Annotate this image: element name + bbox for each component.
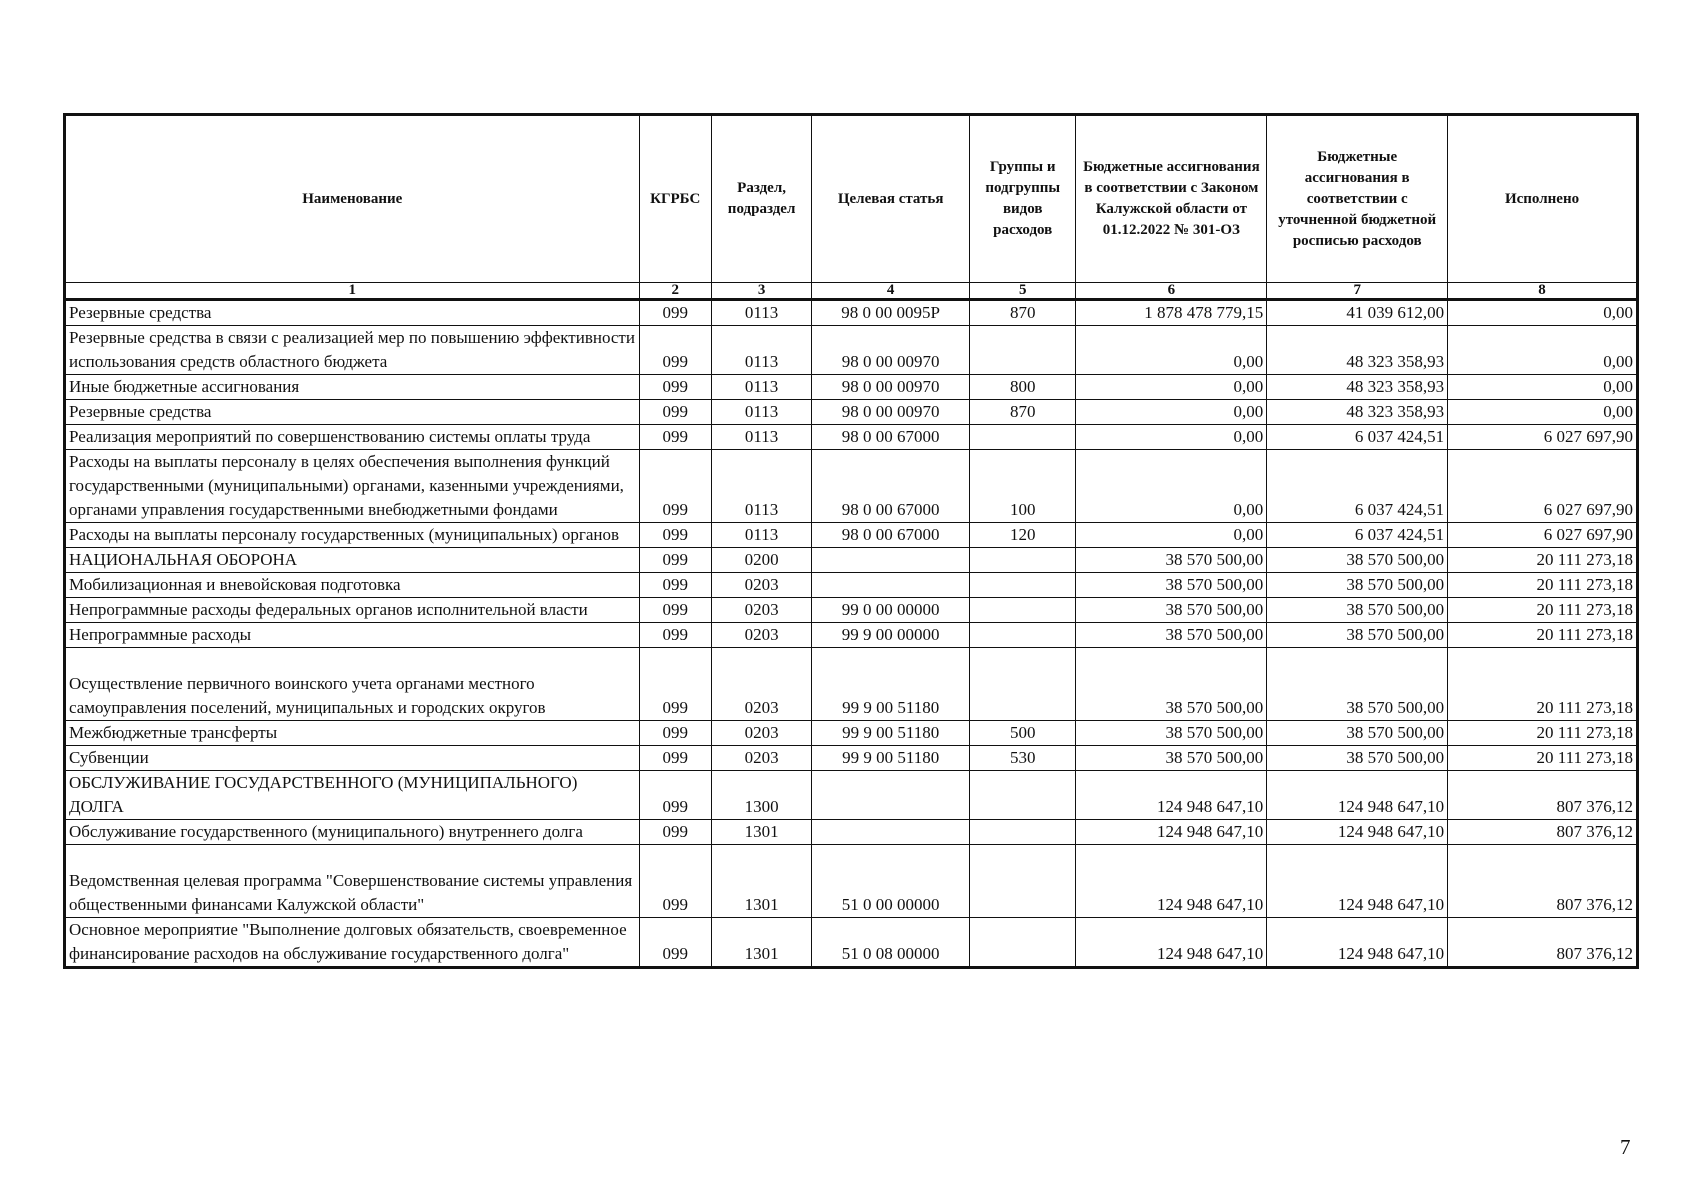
row-refined-amount: 38 570 500,00 <box>1267 746 1448 771</box>
row-kgrbs: 099 <box>639 648 711 721</box>
row-law-amount: 0,00 <box>1076 375 1267 400</box>
column-number: 3 <box>711 283 811 300</box>
row-executed-amount: 807 376,12 <box>1448 771 1638 820</box>
row-refined-amount: 6 037 424,51 <box>1267 450 1448 523</box>
table-row <box>65 548 1638 573</box>
row-section: 0203 <box>711 746 811 771</box>
table-row <box>65 450 1638 523</box>
row-law-amount: 38 570 500,00 <box>1076 648 1267 721</box>
row-law-amount: 124 948 647,10 <box>1076 845 1267 918</box>
row-kgrbs: 099 <box>639 400 711 425</box>
column-number-row <box>65 283 1638 300</box>
header-expense-group: Группы и подгруппы видов расходов <box>969 115 1075 283</box>
page-number: 7 <box>1620 1135 1631 1159</box>
row-target-article: 98 0 00 67000 <box>812 523 970 548</box>
row-section: 0113 <box>711 400 811 425</box>
row-name: Осуществление первичного воинского учета органами местного самоуправления поселений, муниципальных и городских округов <box>65 648 640 721</box>
row-name: Резервные средства <box>65 400 640 425</box>
table-row <box>65 648 1638 721</box>
row-law-amount: 38 570 500,00 <box>1076 623 1267 648</box>
header-executed: Исполнено <box>1448 115 1638 283</box>
row-expense-group: 100 <box>969 450 1075 523</box>
row-expense-group <box>969 326 1075 375</box>
row-kgrbs: 099 <box>639 598 711 623</box>
row-law-amount: 38 570 500,00 <box>1076 746 1267 771</box>
row-expense-group <box>969 548 1075 573</box>
row-law-amount: 0,00 <box>1076 400 1267 425</box>
row-refined-amount: 38 570 500,00 <box>1267 548 1448 573</box>
row-kgrbs: 099 <box>639 548 711 573</box>
row-law-amount: 1 878 478 779,15 <box>1076 300 1267 326</box>
row-law-amount: 38 570 500,00 <box>1076 598 1267 623</box>
row-section: 1301 <box>711 820 811 845</box>
row-section: 0203 <box>711 573 811 598</box>
row-law-amount: 124 948 647,10 <box>1076 771 1267 820</box>
row-name: НАЦИОНАЛЬНАЯ ОБОРОНА <box>65 548 640 573</box>
row-executed-amount: 20 111 273,18 <box>1448 721 1638 746</box>
column-number: 6 <box>1076 283 1267 300</box>
row-target-article: 99 0 00 00000 <box>812 598 970 623</box>
row-kgrbs: 099 <box>639 918 711 968</box>
row-expense-group <box>969 918 1075 968</box>
row-target-article: 51 0 00 00000 <box>812 845 970 918</box>
row-expense-group: 530 <box>969 746 1075 771</box>
row-name: ОБСЛУЖИВАНИЕ ГОСУДАРСТВЕННОГО (МУНИЦИПАЛЬНОГО) ДОЛГА <box>65 771 640 820</box>
row-name: Иные бюджетные ассигнования <box>65 375 640 400</box>
row-name: Межбюджетные трансферты <box>65 721 640 746</box>
row-name: Мобилизационная и вневойсковая подготовка <box>65 573 640 598</box>
row-kgrbs: 099 <box>639 721 711 746</box>
row-refined-amount: 124 948 647,10 <box>1267 820 1448 845</box>
header-target-article: Целевая статья <box>812 115 970 283</box>
row-executed-amount: 20 111 273,18 <box>1448 623 1638 648</box>
row-refined-amount: 38 570 500,00 <box>1267 573 1448 598</box>
row-law-amount: 0,00 <box>1076 326 1267 375</box>
row-section: 0113 <box>711 326 811 375</box>
row-name: Основное мероприятие "Выполнение долговых обязательств, своевременное финансирование расходов на обслуживание государственного долга" <box>65 918 640 968</box>
row-executed-amount: 20 111 273,18 <box>1448 548 1638 573</box>
row-section: 0113 <box>711 375 811 400</box>
row-expense-group <box>969 648 1075 721</box>
row-target-article: 99 9 00 51180 <box>812 648 970 721</box>
row-section: 0200 <box>711 548 811 573</box>
row-executed-amount: 807 376,12 <box>1448 820 1638 845</box>
table-row <box>65 300 1638 326</box>
table-row <box>65 721 1638 746</box>
row-law-amount: 0,00 <box>1076 425 1267 450</box>
row-law-amount: 0,00 <box>1076 523 1267 548</box>
row-kgrbs: 099 <box>639 523 711 548</box>
column-number: 4 <box>812 283 970 300</box>
header-name: Наименование <box>65 115 640 283</box>
row-expense-group <box>969 820 1075 845</box>
column-number: 1 <box>65 283 640 300</box>
header-section: Раздел, подраздел <box>711 115 811 283</box>
row-executed-amount: 0,00 <box>1448 326 1638 375</box>
row-section: 0203 <box>711 623 811 648</box>
row-law-amount: 38 570 500,00 <box>1076 573 1267 598</box>
row-name: Субвенции <box>65 746 640 771</box>
row-kgrbs: 099 <box>639 746 711 771</box>
row-section: 0113 <box>711 450 811 523</box>
row-section: 0203 <box>711 598 811 623</box>
row-name: Реализация мероприятий по совершенствованию системы оплаты труда <box>65 425 640 450</box>
column-number: 5 <box>969 283 1075 300</box>
row-kgrbs: 099 <box>639 300 711 326</box>
row-target-article: 98 0 00 00970 <box>812 326 970 375</box>
row-refined-amount: 124 948 647,10 <box>1267 918 1448 968</box>
row-section: 0113 <box>711 425 811 450</box>
row-law-amount: 124 948 647,10 <box>1076 820 1267 845</box>
row-refined-amount: 38 570 500,00 <box>1267 648 1448 721</box>
row-expense-group <box>969 598 1075 623</box>
row-target-article: 98 0 00 0095Р <box>812 300 970 326</box>
table-row <box>65 573 1638 598</box>
row-kgrbs: 099 <box>639 425 711 450</box>
row-name: Непрограммные расходы федеральных органов исполнительной власти <box>65 598 640 623</box>
row-executed-amount: 807 376,12 <box>1448 918 1638 968</box>
table-row <box>65 918 1638 968</box>
row-refined-amount: 48 323 358,93 <box>1267 400 1448 425</box>
row-kgrbs: 099 <box>639 845 711 918</box>
row-kgrbs: 099 <box>639 820 711 845</box>
row-kgrbs: 099 <box>639 326 711 375</box>
row-name: Резервные средства <box>65 300 640 326</box>
row-target-article <box>812 771 970 820</box>
row-executed-amount: 807 376,12 <box>1448 845 1638 918</box>
row-refined-amount: 124 948 647,10 <box>1267 771 1448 820</box>
row-executed-amount: 6 027 697,90 <box>1448 523 1638 548</box>
row-law-amount: 38 570 500,00 <box>1076 721 1267 746</box>
table-row <box>65 326 1638 375</box>
table-row <box>65 746 1638 771</box>
table-row <box>65 400 1638 425</box>
row-target-article <box>812 573 970 598</box>
row-executed-amount: 20 111 273,18 <box>1448 648 1638 721</box>
row-refined-amount: 48 323 358,93 <box>1267 375 1448 400</box>
row-expense-group: 120 <box>969 523 1075 548</box>
row-refined-amount: 38 570 500,00 <box>1267 598 1448 623</box>
row-target-article: 99 9 00 51180 <box>812 721 970 746</box>
row-name: Обслуживание государственного (муниципального) внутреннего долга <box>65 820 640 845</box>
row-executed-amount: 0,00 <box>1448 300 1638 326</box>
row-target-article <box>812 548 970 573</box>
table-row <box>65 820 1638 845</box>
table-row <box>65 425 1638 450</box>
row-refined-amount: 6 037 424,51 <box>1267 523 1448 548</box>
row-executed-amount: 20 111 273,18 <box>1448 573 1638 598</box>
header-law-allocations: Бюджетные ассигнования в соответствии с Законом Калужской области от 01.12.2022 № 301-ОЗ <box>1076 115 1267 283</box>
row-expense-group <box>969 573 1075 598</box>
row-kgrbs: 099 <box>639 375 711 400</box>
row-target-article <box>812 820 970 845</box>
header-kgrbs: КГРБС <box>639 115 711 283</box>
row-target-article: 98 0 00 67000 <box>812 425 970 450</box>
row-name: Ведомственная целевая программа "Совершенствование системы управления общественными финансами Калужской области" <box>65 845 640 918</box>
row-executed-amount: 20 111 273,18 <box>1448 746 1638 771</box>
row-kgrbs: 099 <box>639 771 711 820</box>
row-target-article: 99 9 00 00000 <box>812 623 970 648</box>
row-law-amount: 124 948 647,10 <box>1076 918 1267 968</box>
table-row <box>65 771 1638 820</box>
table-row <box>65 623 1638 648</box>
row-expense-group: 500 <box>969 721 1075 746</box>
row-section: 0203 <box>711 648 811 721</box>
row-law-amount: 0,00 <box>1076 450 1267 523</box>
row-target-article: 98 0 00 00970 <box>812 400 970 425</box>
row-section: 0113 <box>711 523 811 548</box>
row-refined-amount: 38 570 500,00 <box>1267 623 1448 648</box>
row-section: 1301 <box>711 845 811 918</box>
row-target-article: 51 0 08 00000 <box>812 918 970 968</box>
row-expense-group <box>969 623 1075 648</box>
row-expense-group: 870 <box>969 400 1075 425</box>
row-expense-group: 870 <box>969 300 1075 326</box>
row-target-article: 99 9 00 51180 <box>812 746 970 771</box>
header-refined-allocations: Бюджетные ассигнования в соответствии с уточненной бюджетной росписью расходов <box>1267 115 1448 283</box>
row-refined-amount: 38 570 500,00 <box>1267 721 1448 746</box>
row-section: 0113 <box>711 300 811 326</box>
row-expense-group <box>969 425 1075 450</box>
row-refined-amount: 124 948 647,10 <box>1267 845 1448 918</box>
column-number: 8 <box>1448 283 1638 300</box>
row-kgrbs: 099 <box>639 450 711 523</box>
row-refined-amount: 41 039 612,00 <box>1267 300 1448 326</box>
row-name: Непрограммные расходы <box>65 623 640 648</box>
row-name: Резервные средства в связи с реализацией мер по повышению эффективности использования средств областного бюджета <box>65 326 640 375</box>
row-expense-group <box>969 771 1075 820</box>
table-row <box>65 375 1638 400</box>
row-expense-group: 800 <box>969 375 1075 400</box>
row-refined-amount: 6 037 424,51 <box>1267 425 1448 450</box>
row-law-amount: 38 570 500,00 <box>1076 548 1267 573</box>
column-number: 7 <box>1267 283 1448 300</box>
table-row <box>65 523 1638 548</box>
table-row <box>65 845 1638 918</box>
row-target-article: 98 0 00 00970 <box>812 375 970 400</box>
row-kgrbs: 099 <box>639 573 711 598</box>
row-executed-amount: 20 111 273,18 <box>1448 598 1638 623</box>
column-number: 2 <box>639 283 711 300</box>
row-section: 1301 <box>711 918 811 968</box>
row-expense-group <box>969 845 1075 918</box>
row-executed-amount: 6 027 697,90 <box>1448 450 1638 523</box>
budget-table <box>63 113 1639 969</box>
table-row <box>65 598 1638 623</box>
row-executed-amount: 0,00 <box>1448 375 1638 400</box>
row-refined-amount: 48 323 358,93 <box>1267 326 1448 375</box>
header-row <box>65 115 1638 283</box>
row-kgrbs: 099 <box>639 623 711 648</box>
row-name: Расходы на выплаты персоналу в целях обеспечения выполнения функций государственными (муниципальными) органами, казенными учреждениями, органами управления государственными внебюджетными фондами <box>65 450 640 523</box>
row-executed-amount: 0,00 <box>1448 400 1638 425</box>
row-executed-amount: 6 027 697,90 <box>1448 425 1638 450</box>
row-section: 1300 <box>711 771 811 820</box>
row-target-article: 98 0 00 67000 <box>812 450 970 523</box>
row-section: 0203 <box>711 721 811 746</box>
row-name: Расходы на выплаты персоналу государственных (муниципальных) органов <box>65 523 640 548</box>
